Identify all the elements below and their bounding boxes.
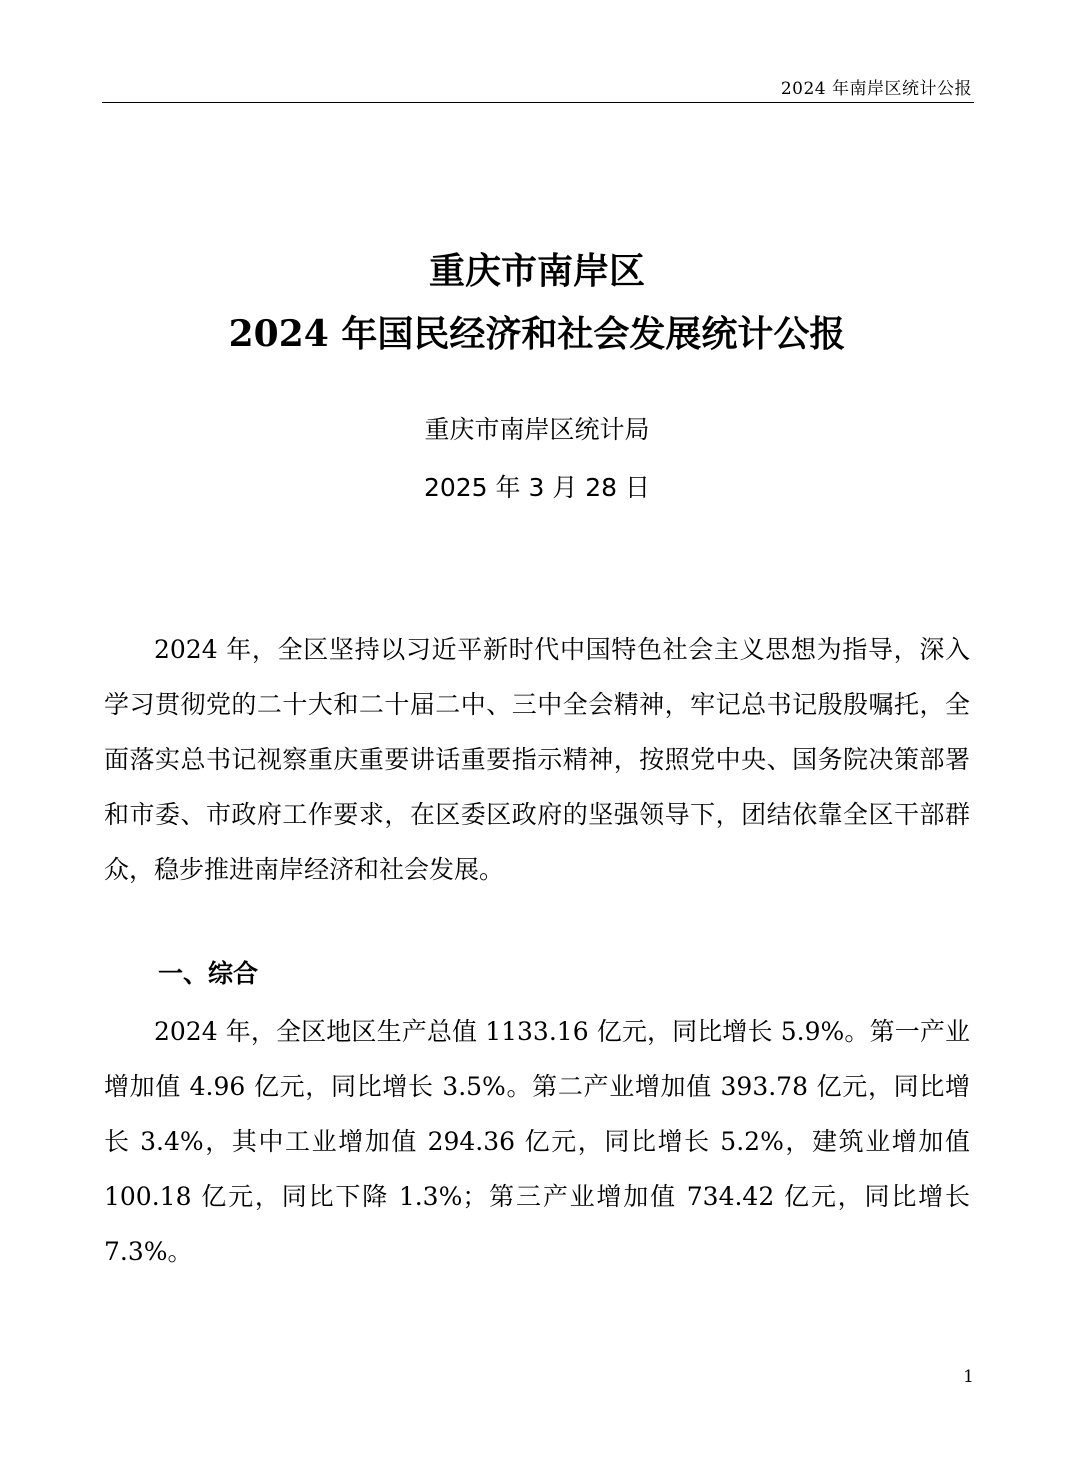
intro-paragraph: 2024 年，全区坚持以习近平新时代中国特色社会主义思想为指导，深入学习贯彻党的二十大和二十届二中、三中全会精神，牢记总书记殷殷嘱托，全面落实总书记视察重庆重要讲话重要指示精神，按照党中央、国务院决策部署和市委、市政府工作要求，在区委区政府的坚强领导下，团结依靠全区干部群众，稳步推进南岸经济和社会发展。 <box>104 635 970 884</box>
issue-date: 2025 年 3 月 28 日 <box>423 473 651 502</box>
section-heading-overview: 一、综合 <box>158 959 259 988</box>
document-title <box>0 240 1074 366</box>
title-line-1: 重庆市南岸区 <box>428 250 645 292</box>
running-header: 2024 年南岸区统计公报 <box>780 79 972 99</box>
overview-paragraph: 2024 年，全区地区生产总值 1133.16 亿元，同比增长 5.9%。第一产业增加值 4.96 亿元，同比增长 3.5%。第二产业增加值 393.78 亿元，同比增长 3.4%，其中工业增加值 294.36 亿元，同比增长 5.2%，建筑业增加值 100.18 亿元，同比下降 1.3%；第三产业增加值 734.42 亿元，同比增长 7.3%。 <box>104 1017 970 1266</box>
page-number: 1 <box>963 1367 974 1387</box>
issuing-agency: 重庆市南岸区统计局 <box>424 415 650 444</box>
title-line-2: 2024 年国民经济和社会发展统计公报 <box>228 313 846 355</box>
header-divider <box>102 102 974 103</box>
